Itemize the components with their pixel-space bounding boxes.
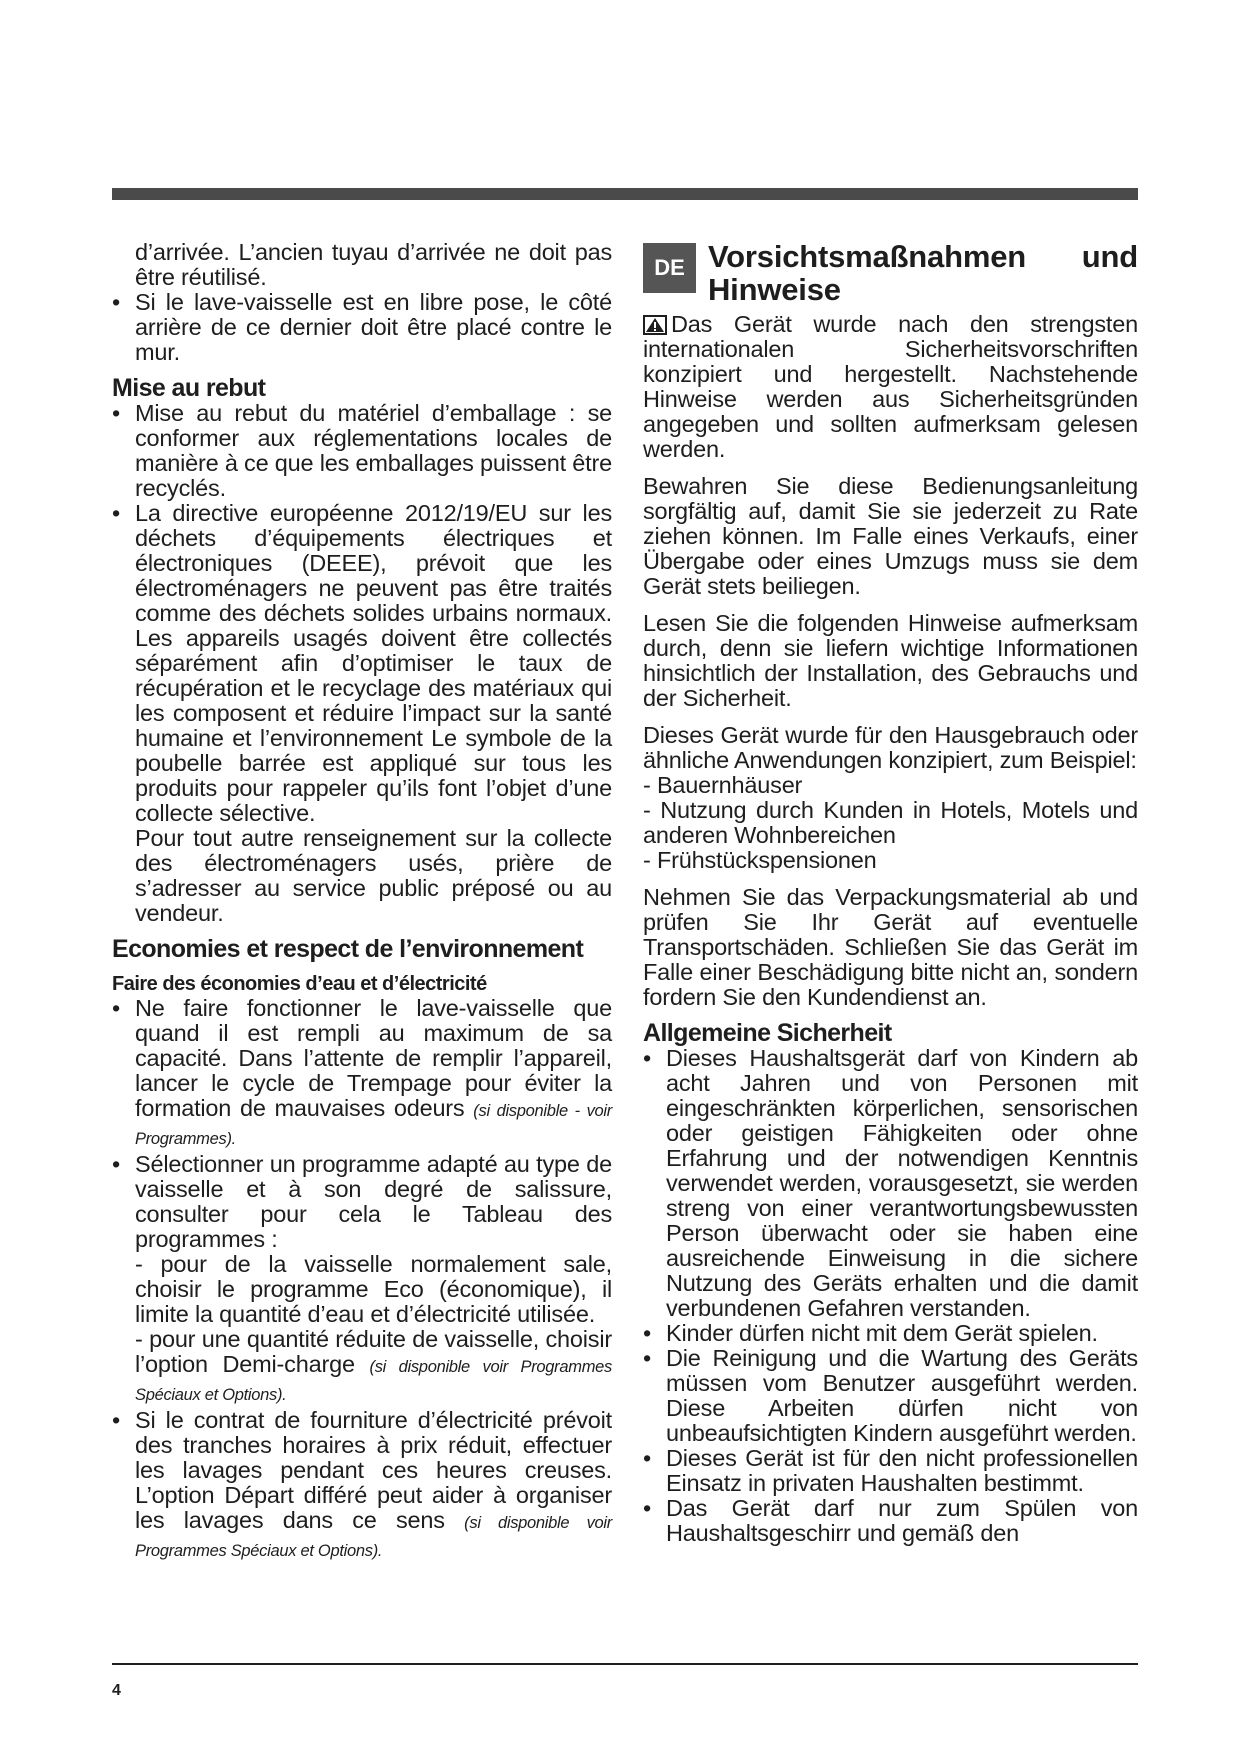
safety-bullets [643,1046,1138,1546]
right-column [643,240,1138,1546]
bullet-icon: • [643,1345,652,1371]
paragraph-usage: Dieses Gerät wurde für den Hausgebrauch oder ähnliche Anwendungen konzipiert, zum Beispiel: - Bauernhäuser - Nutzung durch Kunden in Hotels, Motels und anderen Wohnbereichen - Frühstückspensionen [643,722,1138,873]
left-column [112,240,612,1564]
list-item: • Kinder dürfen nicht mit dem Gerät spielen. [643,1320,1098,1346]
list-item: • Si le lave-vaisselle est en libre pose, le côté arrière de ce dernier doit être placé contre le mur. [112,289,612,365]
list-item: • La directive européenne 2012/19/EU sur les déchets d’équipements électriques et électroniques (DEEE), prévoit que les électroménagers ne peuvent pas être traités comme des déchets solides urbains normaux. Les appareils usagés doivent être collectés séparément afin d’optimiser le taux de récupération et le recyclage des matériaux qui les composent et réduire l’impact sur la santé humaine et l’environnement Le symbole de la poubelle barrée est appliqué sur tous les produits pour rappeler qu’ils font l’objet d’une collecte sélective. [112,500,612,826]
bullet-icon: • [112,995,121,1021]
bullet-icon: • [643,1495,652,1521]
disposal-extra: Pour tout autre renseignement sur la collecte des électroménagers usés, prière de s’adresser au service public préposé ou au vendeur. [135,825,612,926]
section-header-de [643,240,1138,308]
list-item: • Dieses Gerät ist für den nicht professionellen Einsatz in privaten Haushalten bestimmt. [643,1445,1138,1496]
bullet-icon: • [643,1045,652,1071]
top-bar [112,188,1138,200]
paragraph-read-notes: Lesen Sie die folgenden Hinweise aufmerksam durch, denn sie liefern wichtige Informationen hinsichtlich der Installation, des Gebrauchs und der Sicherheit. [643,610,1138,711]
intro-paragraph: Das Gerät wurde nach den strengsten internationalen Sicherheitsvorschriften konzipiert und hergestellt. Nachstehende Hinweise werden aus Sicherheitsgründen angegeben und sollten aufmerksam gelesen werden. [643,311,1138,462]
language-badge: DE [643,243,696,293]
bullet-icon: • [112,1407,121,1433]
list-item: • Das Gerät darf nur zum Spülen von Haushaltsgeschirr und gemäß den [643,1495,1138,1546]
section-title-eco: Economies et respect de l’environnement [112,935,584,963]
section-subtitle-eco: Faire des économies d’eau et d’électricité [112,973,487,995]
page-title: Vorsichtsmaßnahmen und Hinweise [708,239,1138,307]
warning-triangle-icon [643,315,667,335]
list-item: • Ne faire fonctionner le lave-vaisselle que quand il est rempli au maximum de sa capacité. Dans l’attente de remplir l’appareil, lancer le cycle de Trempage pour éviter la formation de mauvaises odeurs (si disponible - voir Programmes). [112,995,612,1148]
section-title-safety: Allgemeine Sicherheit [643,1019,892,1047]
list-item: • Mise au rebut du matériel d’emballage : se conformer aux réglementations locales de manière à ce que les emballages puissent être recyclés. [112,400,612,501]
page-number: 4 [112,1682,121,1699]
section-title-disposal: Mise au rebut [112,374,266,402]
list-item: • Dieses Haushaltsgerät darf von Kindern ab acht Jahren und von Personen mit eingeschränkten körperlichen, sensorischen oder geistigen Fähigkeiten oder ohne Erfahrung und der notwendigen Kenntnis verwendet werden, vorausgesetzt, sie werden streng von einer verantwortungsbewussten Person überwacht oder sie haben eine ausreichende Einweisung in die sichere Nutzung des Geräts erhalten und die damit verbundenen Gefahren verstanden. [643,1045,1138,1321]
paragraph-keep-manual: Bewahren Sie diese Bedienungsanleitung sorgfältig auf, damit Sie sie jederzeit zu Rate ziehen können. Im Falle eines Verkaufs, einer Übergabe oder eines Umzugs muss sie dem Gerät stets beiliegen. [643,473,1138,599]
paragraph-packaging: Nehmen Sie das Verpackungsmaterial ab und prüfen Sie Ihr Gerät auf eventuelle Transportschäden. Schließen Sie das Gerät im Falle einer Beschädigung bitte nicht an, sondern fordern Sie den Kundendienst an. [643,884,1138,1010]
bullet-icon: • [643,1445,652,1471]
list-item: • Die Reinigung und die Wartung des Geräts müssen vom Benutzer ausgeführt werden. Diese Arbeiten dürfen nicht von unbeaufsichtigten Kindern ausgeführt werden. [643,1345,1138,1446]
eco-bullets [112,996,612,1564]
list-item: • Si le contrat de fourniture d’électricité prévoit des tranches horaires à prix réduit, effectuer les lavages pendant ces heures creuses. L’option Départ différé peut aider à organiser les lavages dans ce sens (si disponible voir Programmes Spéciaux et Options). [112,1407,612,1560]
intro-bullets [112,290,612,365]
bullet-icon: • [643,1320,652,1346]
intro-continuation: d’arrivée. L’ancien tuyau d’arrivée ne doit pas être réutilisé. [135,239,612,290]
footer-rule [112,1663,1138,1665]
bullet-icon: • [112,289,121,315]
bullet-icon: • [112,400,121,426]
bullet-icon: • [112,1151,121,1177]
list-item: • Sélectionner un programme adapté au type de vaisselle et à son degré de salissure, consulter pour cela le Tableau des programmes : - pour de la vaisselle normalement sale, choisir le programme Eco (économique), il limite la quantité d’eau et d’électricité utilisée. - pour une quantité réduite de vaisselle, choisir l’option Demi-charge (si disponible voir Programmes Spéciaux et Options). [112,1151,612,1404]
bullet-icon: • [112,500,121,526]
disposal-bullets [112,401,612,826]
